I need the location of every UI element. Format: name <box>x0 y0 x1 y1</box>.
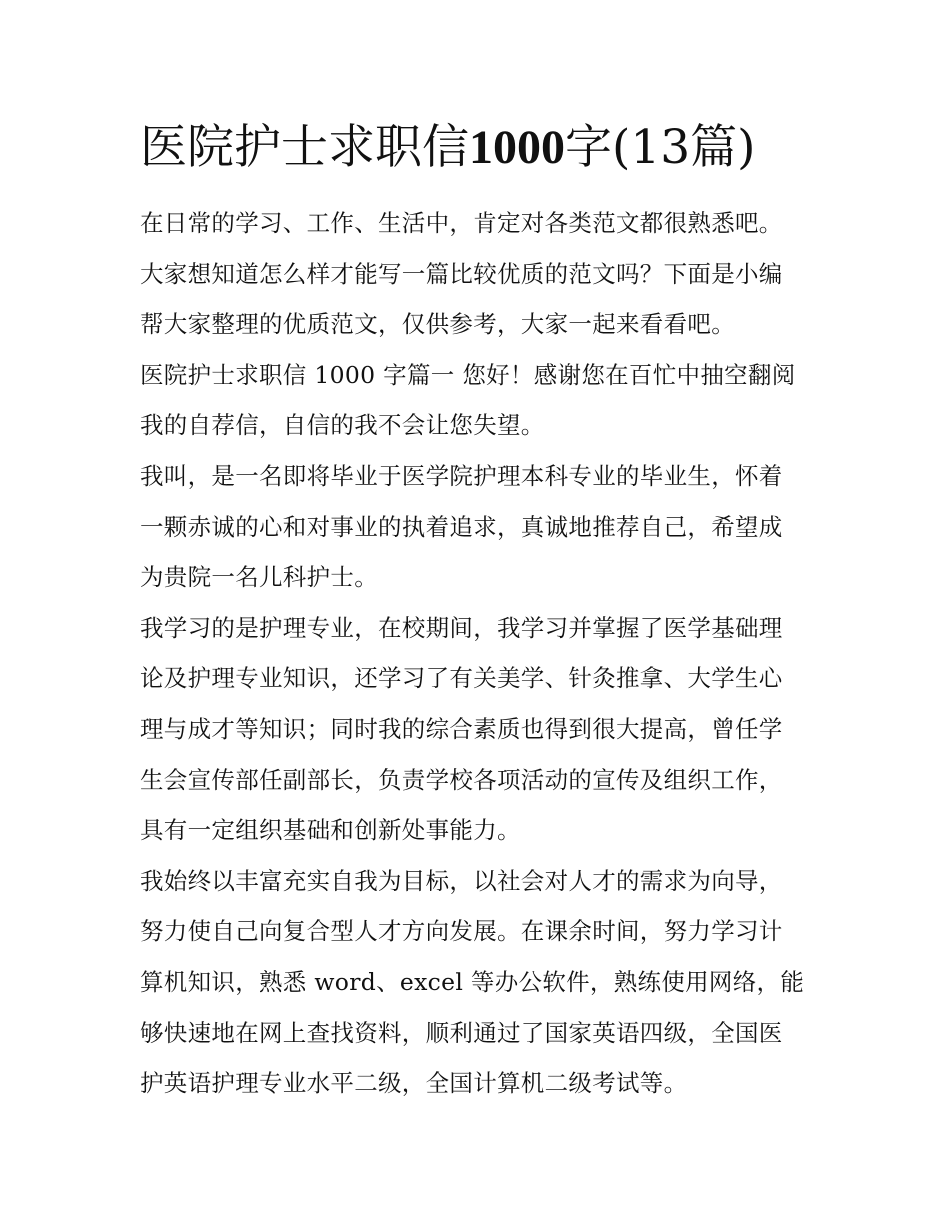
text-line: 我学习的是护理专业，在校期间，我学习并掌握了医学基础理 <box>140 613 783 642</box>
text-line: 我始终以丰富充实自我为目标，以社会对人才的需求为向导， <box>140 866 783 895</box>
title-prefix: 医院护士求职信 <box>140 120 469 175</box>
text-line: 大家想知道怎么样才能写一篇比较优质的范文吗？下面是小编 <box>140 259 783 288</box>
text-line: 够快速地在网上查找资料，顺利通过了国家英语四级，全国医 <box>140 1018 783 1047</box>
text-line: 生会宣传部任副部长，负责学校各项活动的宣传及组织工作， <box>140 765 783 794</box>
text-line: 在日常的学习、工作、生活中，肯定对各类范文都很熟悉吧。 <box>140 209 783 237</box>
text-line: 我叫，是一名即将毕业于医学院护理本科专业的毕业生，怀着 <box>140 461 783 490</box>
text-line: 算机知识，熟悉 word、excel 等办公软件，熟练使用网络，能 <box>140 967 805 996</box>
text-line: 帮大家整理的优质范文，仅供参考，大家一起来看看吧。 <box>140 310 735 339</box>
text-line: 理与成才等知识；同时我的综合素质也得到很大提高，曾任学 <box>140 714 783 743</box>
text-line: 具有一定组织基础和创新处事能力。 <box>140 816 521 845</box>
text-line: 为贵院一名儿科护士。 <box>140 563 378 592</box>
page-title <box>140 118 840 178</box>
text-line: 护英语护理专业水平二级，全国计算机二级考试等。 <box>140 1069 688 1098</box>
title-number: 1000 <box>469 121 565 174</box>
text-line: 我的自荐信，自信的我不会让您失望。 <box>140 411 545 440</box>
text-line: 论及护理专业知识，还学习了有关美学、针灸推拿、大学生心 <box>140 664 783 693</box>
text-line: 一颗赤诚的心和对事业的执着追求，真诚地推荐自己，希望成 <box>140 512 783 541</box>
body-text <box>140 198 820 1109</box>
title-suffix: 字(13篇) <box>565 120 756 175</box>
text-line: 医院护士求职信 1000 字篇一 您好！感谢您在百忙中抽空翻阅 <box>140 360 796 389</box>
text-line: 努力使自己向复合型人才方向发展。在课余时间，努力学习计 <box>140 917 783 946</box>
